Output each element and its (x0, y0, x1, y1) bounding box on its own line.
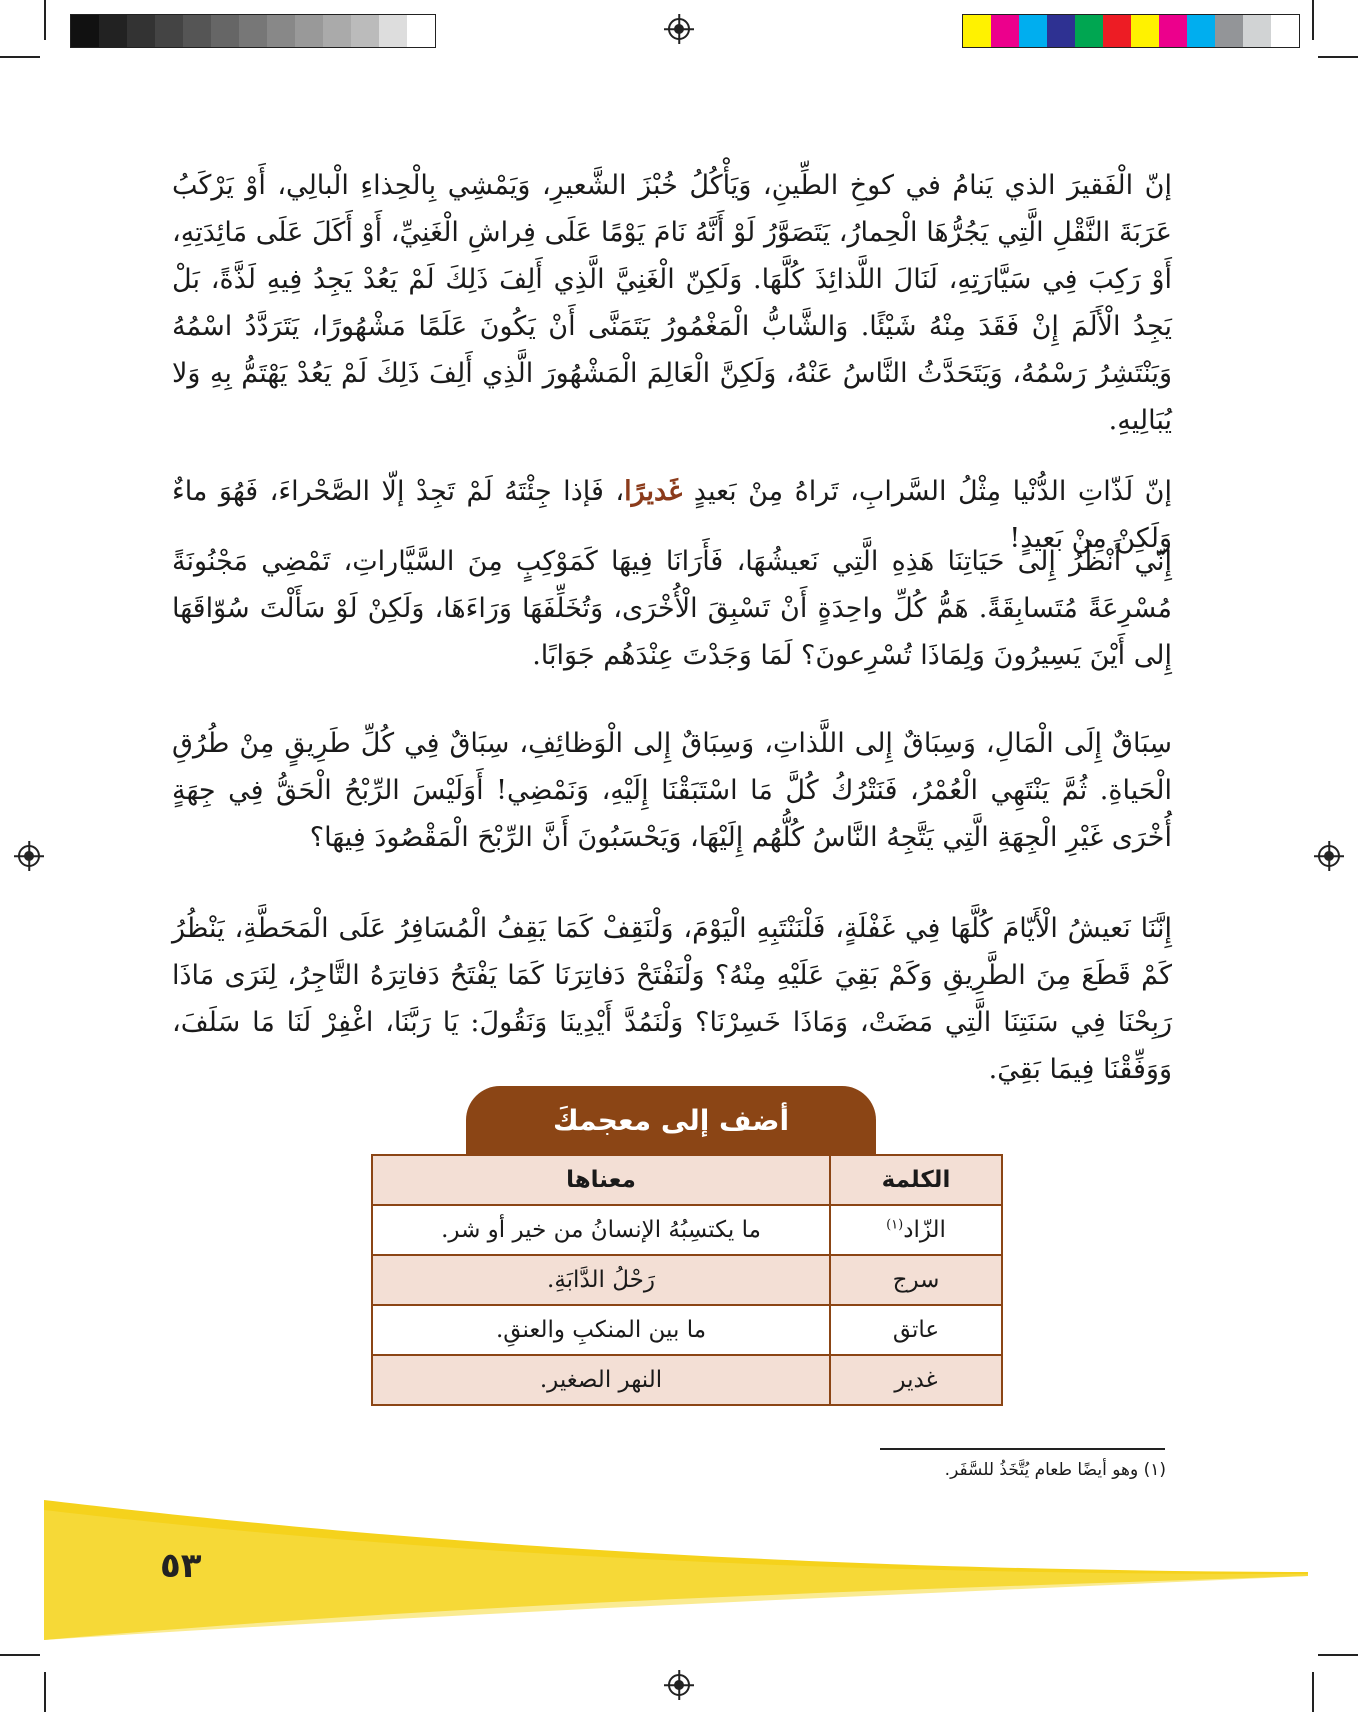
vocab-word: غدير (830, 1355, 1002, 1405)
table-row (372, 1355, 1002, 1405)
crop-mark (0, 56, 40, 58)
paragraph-3: إِنّي أَنْظُرُ إِلى حَيَاتِنَا هَذِهِ الَّتِي نَعيشُهَا، فَأَرَانَا فِيهَا كَمَوْكِبٍ مِنَ السَّيَّاراتِ، تَمْضِي مَجْنُونَةً مُسْرِعَةً مُتَسابِقَةً. هَمُّ كُلِّ واحِدَةٍ أَنْ تَسْبِقَ الْأُخْرَى، وَتُخَلِّفَهَا وَرَاءَهَا، وَلَكِنْ لَوْ سَأَلْتَ سُوّاقَهَا إِلى أَيْنَ يَسِيرُونَ وَلِمَاذَا تُسْرِعونَ؟ لَمَا وَجَدْتَ عِنْدَهُم جَوَابًا. (172, 546, 1172, 671)
column-header-word: الكلمة (830, 1155, 1002, 1205)
vocab-word: سرج (830, 1255, 1002, 1305)
vocab-meaning: ما بين المنكبِ والعنقِ. (372, 1305, 830, 1355)
highlighted-word: غَديرًا (624, 476, 683, 507)
vocab-title: أضف إلى معجمكَ (466, 1086, 876, 1154)
registration-mark (18, 845, 40, 867)
paragraph-5: إِنَّنَا نَعيشُ الْأَيّامَ كُلَّهَا فِي غَفْلَةٍ، فَلْنَنْتَبِهِ الْيَوْمَ، وَلْنَقِفْ كَمَا يَقِفُ الْمُسَافِرُ عَلَى الْمَحَطَّةِ، يَنْظُرُ كَمْ قَطَعَ مِنَ الطَّرِيقِ وَكَمْ بَقِيَ عَلَيْهِ مِنْهُ؟ وَلْنَفْتَحْ دَفاتِرَنَا كَمَا يَفْتَحُ دَفاتِرَهُ التَّاجِرُ، لِنَرَى مَاذَا رَبِحْنَا فِي سَنَتِنَا الَّتِي مَضَتْ، وَمَاذَا خَسِرْنَا؟ وَلْنَمُدَّ أَيْدِينَا وَنَقُولَ: يَا رَبَّنَا، اغْفِرْ لَنَا مَا سَلَفَ، وَوَفِّقْنَا فِيمَا بَقِيَ. (172, 913, 1172, 1085)
grayscale-bar (70, 14, 436, 48)
crop-mark (0, 1654, 40, 1656)
crop-mark (1318, 1654, 1358, 1656)
vocab-word-text: الزّاد (903, 1217, 946, 1243)
registration-mark (668, 1674, 690, 1696)
paragraph-1: إنّ الْفَقيرَ الذي يَنامُ في كوخِ الطِّينِ، وَيَأْكُلُ خُبْزَ الشَّعيرِ، وَيَمْشِي بِالْحِذاءِ الْبالِي، أَوْ يَرْكَبُ عَرَبَةَ النَّقْلِ الَّتِي يَجُرُّهَا الْحِمارُ، يَتَصَوَّرُ لَوْ أَنَّهُ نَامَ يَوْمًا عَلَى فِراشِ الْغَنِيِّ، أَوْ أَكَلَ عَلَى مَائِدَتِهِ، أَوْ رَكِبَ فِي سَيَّارَتِهِ، لَنَالَ اللَّذائِذَ كُلَّهَا. وَلَكِنّ الْغَنِيَّ الَّذِي أَلِفَ ذَلِكَ لَمْ يَعُدْ يَجِدُ فِيهِ لَذَّةً، بَلْ يَجِدُ الْأَلَمَ إِنْ فَقَدَ مِنْهُ شَيْئًا. وَالشَّابُّ الْمَغْمُورُ يَتَمَنَّى أَنْ يَكُونَ عَلَمًا مَشْهُورًا، يَتَرَدَّدُ اسْمُهُ وَيَنْتَشِرُ رَسْمُهُ، وَيَتَحَدَّثُ النَّاسُ عَنْهُ، وَلَكِنَّ الْعَالِمَ الْمَشْهُورَ الَّذِي أَلِفَ ذَلِكَ لَمْ يَعُدْ يَهْتَمُّ بِهِ وَلا يُبَالِيهِ. (172, 170, 1172, 436)
vocab-table (371, 1154, 1003, 1406)
registration-mark (1318, 845, 1340, 867)
page-number: ٥٣ (160, 1546, 202, 1586)
footnote: (١) وهو أيضًا طعام يُتَّخَذُ للسَّفَر. (944, 1460, 1166, 1480)
paragraph-4: سِبَاقٌ إِلَى الْمَالِ، وَسِبَاقٌ إِلى اللَّذاتِ، وَسِبَاقٌ إِلى الْوَظائِفِ، سِبَاقٌ فِي كُلِّ طَرِيقٍ مِنْ طُرُقِ الْحَياةِ. ثُمَّ يَنْتَهِي الْعُمْرُ، فَنَتْرُكُ كُلَّ مَا اسْتَبَقْنَا إِلَيْهِ، وَنَمْضِي! أَوَلَيْسَ الرِّبْحُ الْحَقُّ فِي جِهَةٍ أُخْرَى غَيْرِ الْجِهَةِ الَّتِي يَتَّجِهُ النَّاسُ كُلُّهُم إِلَيْهَا، وَيَحْسَبُونَ أَنَّ الرِّبْحَ الْمَقْصُودَ فِيهَا؟ (172, 728, 1172, 853)
crop-mark (1312, 1672, 1314, 1712)
table-header-row (372, 1155, 1002, 1205)
table-row (372, 1305, 1002, 1355)
table-row (372, 1205, 1002, 1255)
crop-mark (44, 1672, 46, 1712)
vocab-meaning: ما يكتسِبُهُ الإنسانُ من خير أو شر. (372, 1205, 830, 1255)
vocab-meaning: رَحْلُ الدَّابَةِ. (372, 1255, 830, 1305)
table-row (372, 1255, 1002, 1305)
paragraph-2-start: إنّ لَذّاتِ الدُّنْيا مِثْلُ السَّرابِ، تَراهُ مِنْ بَعيدٍ (682, 476, 1172, 507)
crop-mark (1318, 56, 1358, 58)
crop-mark (44, 0, 46, 40)
paragraph-2-end: ، فَإذا جِئْتَهُ لَمْ تَجِدْ إلّا الصَّحْراءَ، فَهُوَ ماءٌ وَلَكِنْ مِنْ بَعيدٍ! (172, 476, 1172, 554)
vocab-word: عاتق (830, 1305, 1002, 1355)
registration-mark (668, 18, 690, 40)
column-header-meaning: معناها (372, 1155, 830, 1205)
footnote-ref: (١) (886, 1217, 904, 1233)
crop-mark (1312, 0, 1314, 40)
decorative-band (0, 1500, 1358, 1640)
vocab-word (830, 1205, 1002, 1255)
footnote-divider (880, 1448, 1165, 1450)
color-bar (962, 14, 1300, 48)
vocab-meaning: النهر الصغير. (372, 1355, 830, 1405)
